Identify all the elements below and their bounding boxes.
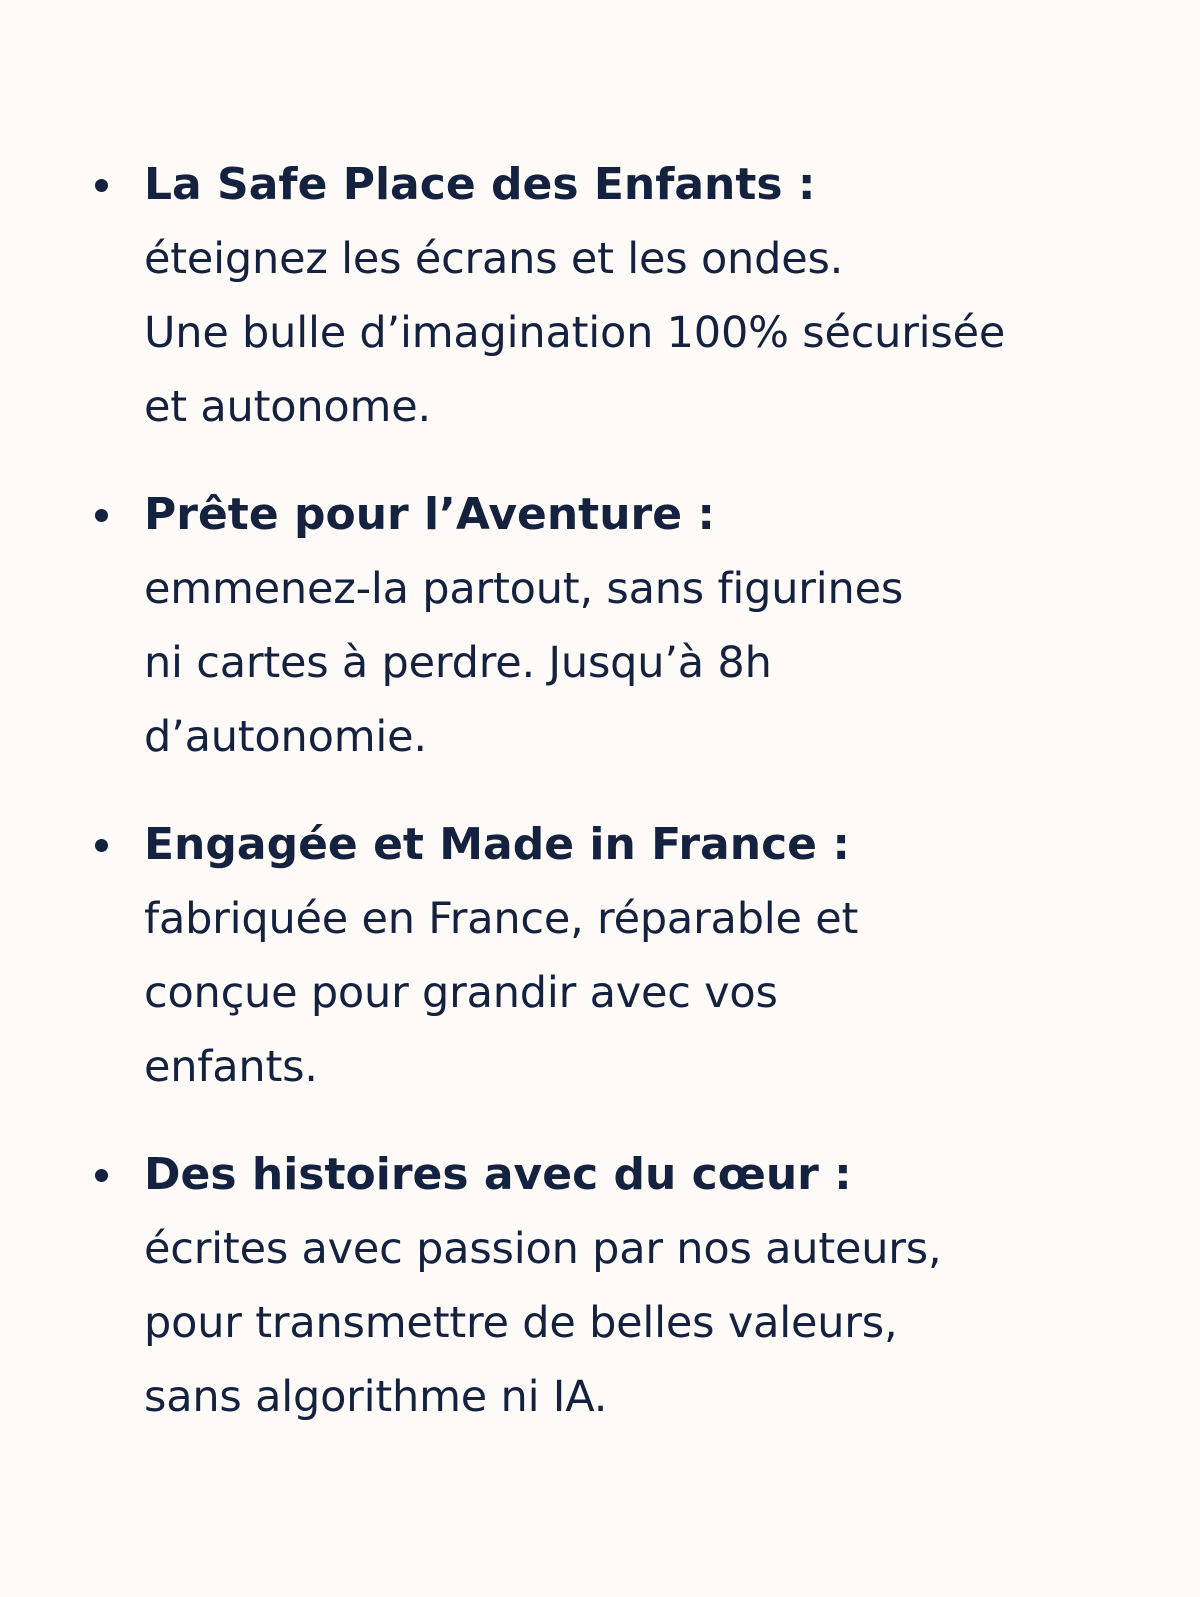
feature-title: Prête pour l’Aventure : bbox=[144, 489, 715, 540]
feature-description-line: emmenez-la partout, sans figurines bbox=[144, 564, 904, 614]
feature-description-line: éteignez les écrans et les ondes. bbox=[144, 234, 844, 284]
feature-item-safe-place bbox=[0, 148, 1200, 444]
feature-description-line: Une bulle d’imagination 100% sécurisée bbox=[144, 308, 1006, 358]
feature-title: Des histoires avec du cœur : bbox=[144, 1149, 852, 1200]
feature-description-line: sans algorithme ni IA. bbox=[144, 1372, 608, 1422]
feature-description-line: pour transmettre de belles valeurs, bbox=[144, 1298, 898, 1348]
feature-title: La Safe Place des Enfants : bbox=[144, 159, 816, 210]
feature-item-made-in-france bbox=[0, 808, 1200, 1104]
bullet-icon bbox=[95, 179, 108, 192]
bullet-icon bbox=[95, 839, 108, 852]
feature-item-aventure bbox=[0, 478, 1200, 774]
bullet-icon bbox=[95, 1169, 108, 1182]
feature-item-histoires bbox=[0, 1138, 1200, 1434]
feature-description-line: d’autonomie. bbox=[144, 712, 427, 762]
feature-description-line: écrites avec passion par nos auteurs, bbox=[144, 1224, 942, 1274]
feature-list bbox=[0, 148, 1200, 1468]
feature-description-line: fabriquée en France, réparable et bbox=[144, 894, 859, 944]
feature-description-line: conçue pour grandir avec vos bbox=[144, 968, 778, 1018]
feature-title: Engagée et Made in France : bbox=[144, 819, 850, 870]
feature-description-line: ni cartes à perdre. Jusqu’à 8h bbox=[144, 638, 772, 688]
feature-description-line: enfants. bbox=[144, 1042, 318, 1092]
feature-description-line: et autonome. bbox=[144, 382, 431, 432]
bullet-icon bbox=[95, 509, 108, 522]
